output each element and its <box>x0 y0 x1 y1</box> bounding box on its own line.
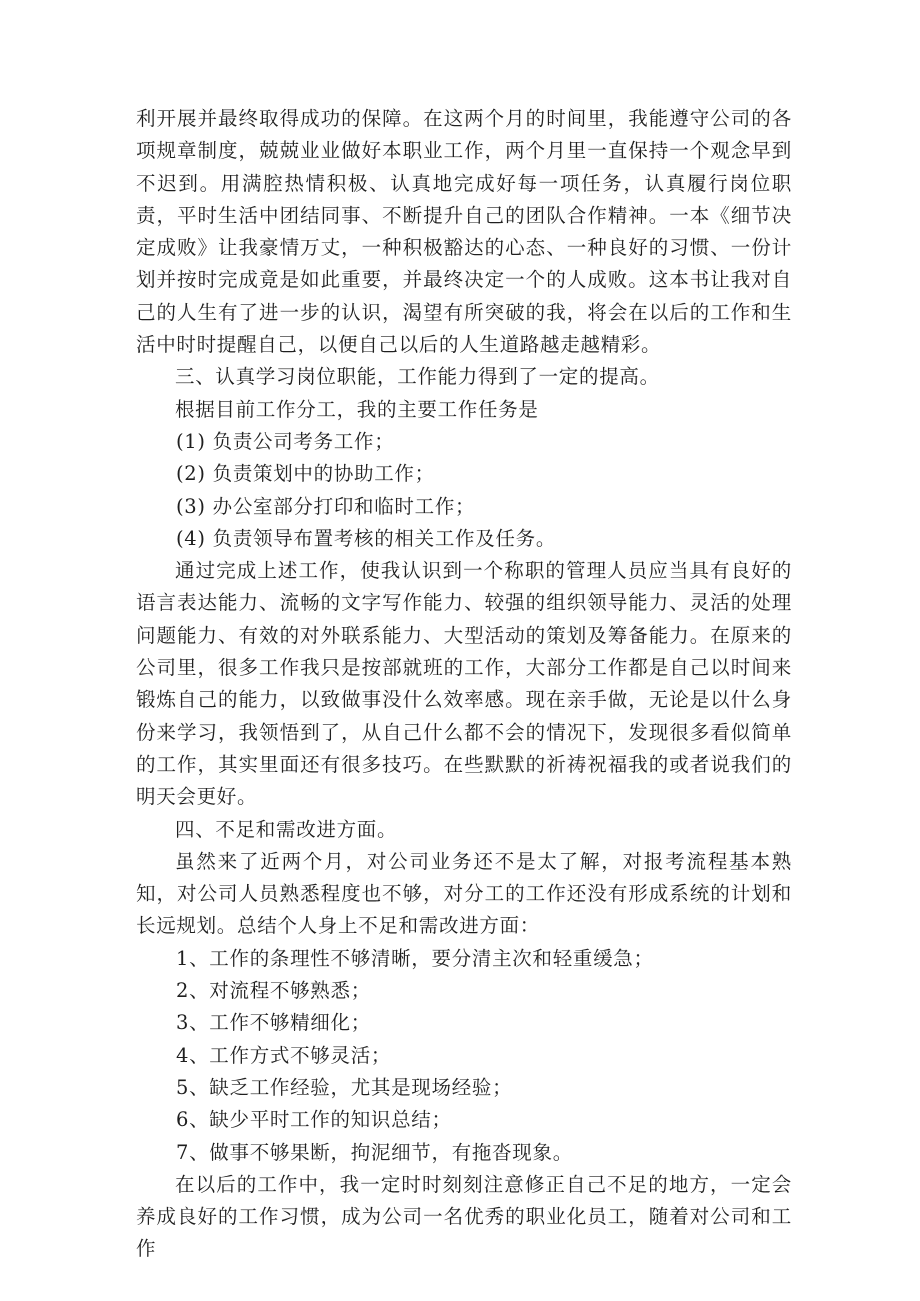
paragraph-skills: 通过完成上述工作，使我认识到一个称职的管理人员应当具有良好的语言表达能力、流畅的文字写作能力、较强的组织领导能力、灵活的处理问题能力、有效的对外联系能力、大型活动的策划及筹备能力。在原来的公司里，很多工作我只是按部就班的工作，大部分工作都是自己以时间来锻炼自己的能力，以致做事没什么效率感。现在亲手做，无论是以什么身份来学习，我领悟到了，从自己什么都不会的情况下，发现很多看似简单的工作，其实里面还有很多技巧。在些默默的祈祷祝福我的或者说我们的明天会更好。 <box>136 559 792 809</box>
list-item: (1) 负责公司考务工作； <box>176 429 395 453</box>
list-item: (2) 负责策划中的协助工作； <box>176 462 435 486</box>
list-item: 4、工作方式不够灵活； <box>176 1043 392 1067</box>
list-item: 5、缺乏工作经验，尤其是现场经验； <box>176 1075 513 1099</box>
paragraph-future-plans: 在以后的工作中，我一定时时刻刻注意修正自己不足的地方，一定会养成良好的工作习惯，成为公司一名优秀的职业化员工，随着对公司和工作 <box>136 1172 792 1261</box>
paragraph-work-attitude: 利开展并最终取得成功的保障。在这两个月的时间里，我能遵守公司的各项规章制度，兢兢业业做好本职业工作，两个月里一直保持一个观念早到不迟到。用满腔热情积极、认真地完成好每一项任务，认真履行岗位职责，平时生活中团结同事、不断提升自己的团队合作精神。一本《细节决定成败》让我豪情万丈，一种积极豁达的心态、一种良好的习惯、一份计划并按时完成竟是如此重要，并最终决定一个的人成败。这本书让我对自己的人生有了进一步的认识，渴望有所突破的我，将会在以后的工作和生活中时时提醒自己，以便自己以后的人生道路越走越精彩。 <box>136 107 792 357</box>
list-item: 2、对流程不够熟悉； <box>176 979 371 1003</box>
paragraph-shortcomings-intro: 虽然来了近两个月，对公司业务还不是太了解，对报考流程基本熟知，对公司人员熟悉程度也不够，对分工的工作还没有形成系统的计划和长远规划。总结个人身上不足和需改进方面： <box>136 849 792 938</box>
tasks-intro: 根据目前工作分工，我的主要工作任务是 <box>175 397 539 421</box>
list-item: 6、缺少平时工作的知识总结； <box>176 1108 452 1132</box>
task-list <box>136 426 792 555</box>
list-item: (4) 负责领导布置考核的相关工作及任务。 <box>176 526 557 550</box>
section-heading-4: 四、不足和需改进方面。 <box>175 817 398 841</box>
document-body <box>136 103 792 1266</box>
section-heading-3: 三、认真学习岗位职能，工作能力得到了一定的提高。 <box>175 365 660 389</box>
list-item: 7、做事不够果断，拘泥细节，有拖沓现象。 <box>176 1140 573 1164</box>
shortcoming-list <box>136 943 792 1169</box>
list-item: 1、工作的条理性不够清晰，要分清主次和轻重缓急； <box>176 946 654 970</box>
list-item: 3、工作不够精细化； <box>176 1011 371 1035</box>
list-item: (3) 办公室部分打印和临时工作； <box>176 494 476 518</box>
